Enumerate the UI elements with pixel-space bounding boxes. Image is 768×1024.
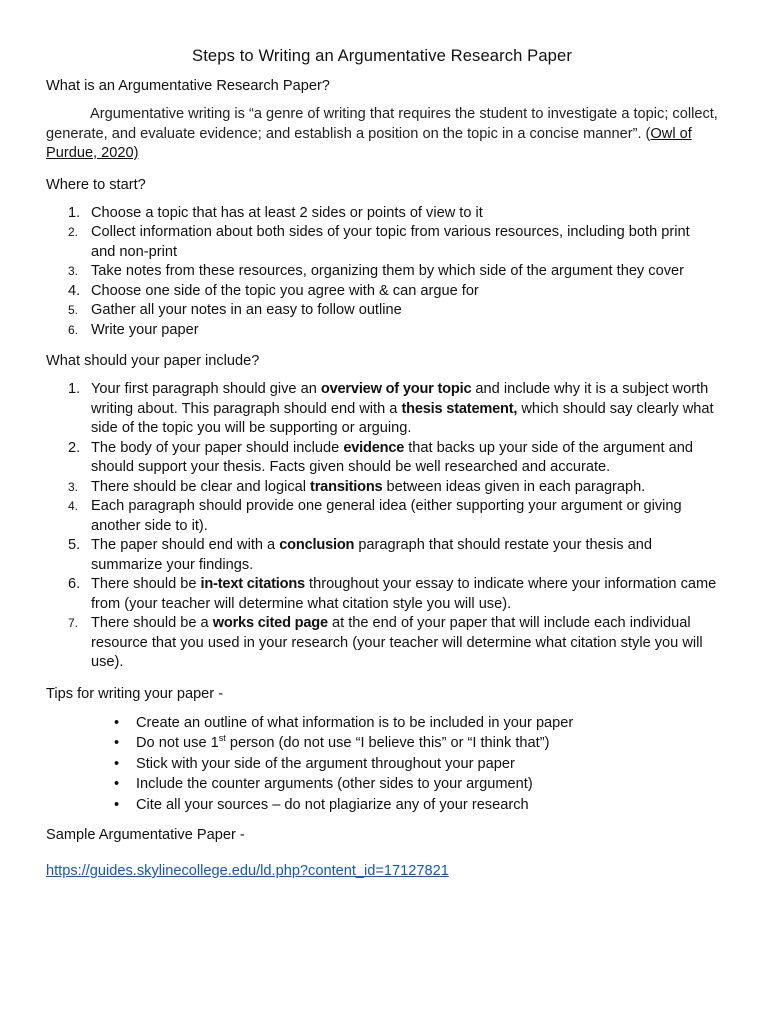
- list-item-text: Create an outline of what information is to be included in your paper: [136, 714, 574, 731]
- section-heading-sample: Sample Argumentative Paper -: [46, 827, 245, 843]
- list-item: [46, 478, 718, 498]
- list-number: 2.: [68, 439, 81, 456]
- list-item-text: Take notes from these resources, organizing them by which side of the argument they cover: [91, 263, 684, 279]
- list-item-text: Cite all your sources – do not plagiarize any of your research: [136, 796, 529, 813]
- list-item-text: There should be a: [91, 615, 213, 631]
- keyword-works-cited-page: works cited page: [212, 615, 328, 631]
- list-item: [46, 536, 718, 575]
- list-number: 4.: [68, 282, 81, 299]
- list-item-text: between ideas given in each paragraph.: [382, 478, 646, 495]
- sample-paper-link[interactable]: https://guides.skylinecollege.edu/ld.php?content_id=17127821: [46, 863, 449, 879]
- superscript-st: st: [218, 733, 226, 743]
- list-item: [46, 380, 718, 439]
- list-item: [46, 497, 718, 536]
- list-number: 5.: [68, 303, 79, 317]
- list-item: [46, 754, 718, 775]
- list-number: 3.: [68, 479, 79, 494]
- list-number: 5.: [68, 537, 81, 553]
- list-item-text: that backs up your side of the argument and should support your thesis. Facts given should be well researched and accurate.: [91, 439, 693, 475]
- section-heading-include: What should your paper include?: [46, 353, 260, 369]
- keyword-overview: overview of your topic: [320, 381, 472, 397]
- keyword-conclusion: conclusion: [279, 537, 355, 553]
- section-heading-where-to-start: Where to start?: [46, 176, 146, 193]
- list-item: [46, 262, 718, 282]
- keyword-evidence: evidence: [343, 439, 405, 456]
- list-number: 1.: [68, 204, 81, 221]
- page-title: Steps to Writing an Argumentative Research Paper: [192, 46, 572, 65]
- list-item-text: Stick with your side of the argument throughout your paper: [136, 755, 515, 772]
- list-item-text: Choose a topic that has at least 2 sides or points of view to it: [91, 204, 483, 221]
- list-item: [46, 439, 718, 478]
- list-item-text: Include the counter arguments (other sides to your argument): [136, 776, 533, 792]
- tips-list: [46, 713, 718, 816]
- list-number: 4.: [68, 499, 79, 513]
- list-item-text: There should be clear and logical: [91, 478, 311, 495]
- section-heading-tips: Tips for writing your paper -: [46, 685, 224, 702]
- list-number: 3.: [68, 264, 79, 278]
- requirements-list: [46, 380, 718, 673]
- steps-list: [46, 204, 718, 341]
- list-item: [46, 774, 718, 795]
- list-item: [46, 204, 718, 224]
- definition-quote: Argumentative writing is “a genre of writing that requires the student to investigate a topic; collect, generate, and evaluate evidence; and establish a position on the topic in a concise manner”. (: [46, 106, 718, 142]
- list-item-text: There should be: [91, 576, 201, 592]
- list-item-text: Write your paper: [91, 321, 199, 338]
- list-number: 7.: [68, 616, 79, 630]
- keyword-transitions: transitions: [310, 478, 383, 495]
- bullet-icon: •: [114, 776, 120, 792]
- list-item: [46, 223, 718, 262]
- list-item-text: person (do not use “I believe this” or “I think that”): [225, 735, 550, 751]
- list-item: [46, 282, 718, 302]
- list-number: 6.: [68, 322, 79, 337]
- list-item-text: The body of your paper should include: [91, 439, 344, 456]
- list-item: [46, 614, 718, 673]
- list-item-text: Gather all your notes in an easy to follow outline: [91, 302, 402, 318]
- list-item-text: Do not use 1: [136, 735, 219, 751]
- list-item: [46, 575, 718, 614]
- list-item-text: paragraph that should restate your thesis and summarize your findings.: [91, 537, 653, 573]
- list-item: [46, 733, 718, 754]
- list-item: [46, 795, 718, 816]
- list-number: 2.: [68, 225, 79, 239]
- list-item-text: and include why it is a subject worth writing about. This paragraph should end with a: [91, 381, 709, 417]
- bullet-icon: •: [114, 796, 120, 813]
- keyword-in-text-citations: in-text citations: [200, 576, 305, 592]
- list-item: [46, 301, 718, 321]
- section-heading-what-is: What is an Argumentative Research Paper?: [46, 78, 330, 94]
- list-item-text: which should say clearly what side of the topic you will be supporting or arguing.: [91, 400, 714, 436]
- list-item-text: Each paragraph should provide one general idea (either supporting your argument or giving another side to it).: [91, 498, 682, 534]
- list-item-text: Choose one side of the topic you agree with & can argue for: [91, 282, 479, 299]
- list-item-text: Your first paragraph should give an: [91, 381, 321, 397]
- bullet-icon: •: [114, 755, 120, 772]
- list-item: [46, 713, 718, 734]
- list-item-text: The paper should end with a: [91, 537, 280, 553]
- definition-paragraph: [46, 105, 718, 164]
- citation-owl-purdue: Owl of Purdue, 2020): [46, 125, 692, 161]
- list-item-text: throughout your essay to indicate where your information came from (your teacher will determine what citation style you will use).: [91, 576, 717, 612]
- list-item-text: Collect information about both sides of your topic from various resources, including both print and non-print: [91, 224, 690, 260]
- keyword-thesis-statement: thesis statement,: [401, 400, 518, 417]
- list-number: 1.: [68, 381, 81, 397]
- bullet-icon: •: [114, 714, 120, 731]
- list-number: 6.: [68, 576, 81, 592]
- list-item-text: at the end of your paper that will include each individual resource that you used in your research (your teacher will determine what citation style you will use).: [91, 615, 703, 670]
- bullet-icon: •: [114, 735, 120, 751]
- list-item: [46, 321, 718, 341]
